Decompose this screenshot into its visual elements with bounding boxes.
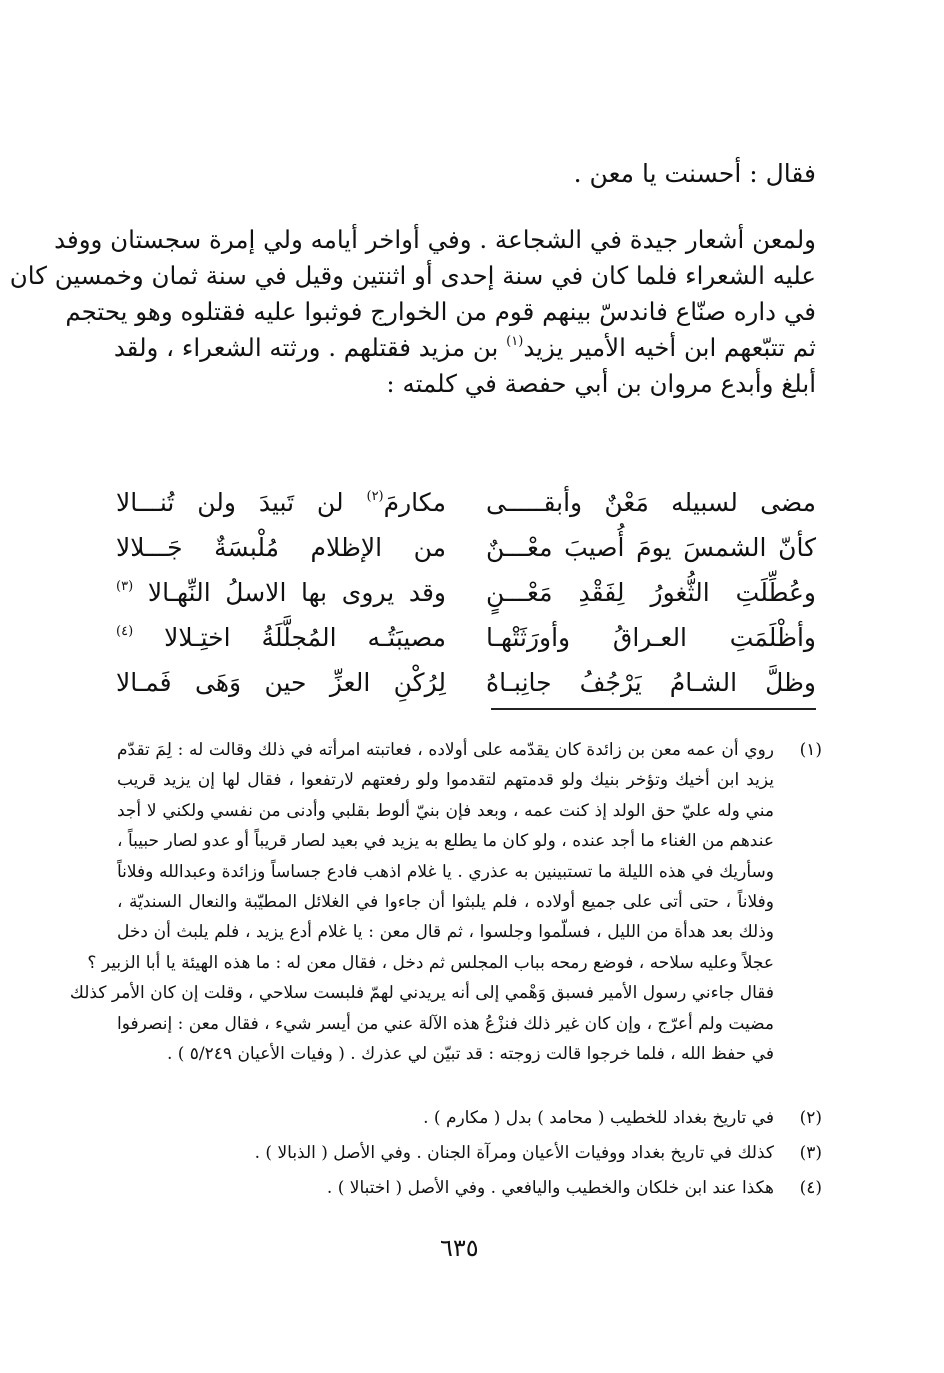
- hemistich-text: وقد يروى بها الاسلُ النِّهـالا: [147, 578, 447, 607]
- footnote-2: [117, 1103, 822, 1133]
- footnote-3: [117, 1138, 822, 1168]
- footnote-text: هكذا عند ابن خلكان والخطيب واليافعي . وفي الأصل ( اختبالا ) .: [326, 1178, 774, 1198]
- verse-first-hemistich: مضى لسبيله مَعْنٌ وأبقـــــى: [486, 488, 816, 517]
- poem-verse: [116, 528, 816, 573]
- footnote-4: [117, 1173, 822, 1203]
- paragraph-line: أبلغ وأبدع مروان بن أبي حفصة في كلمته :: [386, 369, 816, 398]
- footnote-text: كذلك في تاريخ بغداد ووفيات الأعيان ومرآة الجنان . وفي الأصل ( الذبالا ) .: [254, 1143, 774, 1163]
- footnote-line: وذلك بعد هدأة من الليل ، فسلّموا وجلسوا ، ثم قال معن : يا غلام أدع يزيد ، فلم يلبث أن دخل: [117, 922, 774, 943]
- paragraph-text: بن مزيد فقتلهم . ورثته الشعراء ، ولقد: [113, 333, 499, 362]
- verse-second-hemistich: [116, 573, 446, 618]
- footnote-line: وفلاناً ، حتى أتى على جميع أولاده ، فلم يلبثوا أن جاءوا في الغلائل المطيّبة والنعال السنديّة ،: [117, 891, 774, 912]
- main-paragraph: [9, 222, 816, 402]
- verse-first-hemistich: وعُطِّلَتِ الثُّغورُ لِفَقْدِ مَعْـــنٍ: [486, 578, 816, 607]
- footnote-line: عجلاً وعليه سلاحه ، فوضع رمحه بباب المجلس ثم دخل ، فقال معن له : ما هذه الهيئة يا أبا الزبير ؟: [87, 952, 774, 973]
- footnote-line: مضيت ولم أعرّج ، وإن كان غير ذلك فنزْعُ هذه الآلة عني من أيسر شيء ، فقال معن : إنصرفوا: [117, 1013, 774, 1034]
- hemistich-text: مصيبَتُـه المُجلَّلَةُ اختِـلالا: [164, 623, 446, 652]
- paragraph-line: [113, 330, 816, 366]
- footnote-line: وسأريك في هذه الليلة ما تستبينين به عذري . يا غلام اذهب فادع جساساً وزائدة وعبدالله وفلاناً: [117, 861, 774, 882]
- footnote-ref: (٢): [366, 489, 384, 504]
- hemistich-text: مكارمَ: [383, 488, 446, 517]
- footnote-number: (٤): [799, 1178, 822, 1198]
- poem-verse: [116, 663, 816, 708]
- paragraph-line: في داره صنّاع فاندسّ بينهم قوم من الخوارج فوثبوا عليه فقتلوه وهو يحتجم: [65, 297, 816, 326]
- paragraph-line: ولمعن أشعار جيدة في الشجاعة . وفي أواخر أيامه ولي إمرة سجستان ووفد: [54, 225, 816, 254]
- verse-second-hemistich: لِرُكْنِ العزِّ حين وَهَى فَمـالا: [116, 668, 446, 697]
- paragraph-text: ثم تتبّعهم ابن أخيه الأمير يزيد: [523, 333, 816, 362]
- footnote-number: (٣): [799, 1143, 822, 1163]
- verse-second-hemistich: من الإظلام مُلْبسَةٌ جَـــلالا: [116, 533, 446, 562]
- footnote-line: يزيد ابن أخيك وتؤخر بنيك ولو قدمتهم لتقدموا ولو رفعتهم لارتفعوا ، فقال لها إن يزيد قريب: [117, 770, 774, 791]
- page-number: ٦٣٥: [440, 1234, 479, 1262]
- poem: [116, 483, 816, 708]
- footnote-1: [69, 735, 822, 1069]
- paragraph-line: عليه الشعراء فلما كان في سنة إحدى أو اثنتين وقيل في سنة ثمان وخمسين كان: [9, 261, 816, 290]
- footnote-number: (٢): [799, 1108, 822, 1128]
- footnote-ref: (١): [506, 334, 524, 349]
- verse-first-hemistich: وظلَّ الشـامُ يَرْجُفُ جانِبـاهُ: [486, 668, 816, 697]
- footnote-number: (١): [799, 740, 822, 760]
- poem-verse: [116, 618, 816, 663]
- footnote-line: روي أن عمه معن بن زائدة كان يقدّمه على أولاده ، فعاتبته امرأته في ذلك وقالت له : لِمَ تقدّم: [117, 740, 774, 760]
- footnote-line: فقال جاءني رسول الأمير فسبق وَهْمي إلى أنه يريدني لهمّ فلبست سلاحي ، وقلت إن كان الأمر كذلك: [69, 983, 774, 1004]
- footnote-text: في تاريخ بغداد للخطيب ( محامد ) بدل ( مكارم ) .: [423, 1108, 774, 1128]
- intro-line: فقال : أحسنت يا معن .: [573, 159, 816, 188]
- verse-second-hemistich: [116, 618, 446, 663]
- footnote-line: عندهم من الغناء ما أجد عنده ، ولو كان ما يطلع به يزيد في بعيد لصار قريباً أو عدو لصار حبيباً ،: [117, 831, 774, 852]
- footnote-line: في حفظ الله ، فلما خرجوا قالت زوجته : قد تبيّن لي عذرك . ( وفيات الأعيان ٥/٢٤٩ ) .: [166, 1043, 774, 1064]
- footnote-ref: (٣): [116, 579, 134, 594]
- hemistich-text: لن تَبيدَ ولن تُنـــالا: [116, 488, 344, 517]
- poem-verse: [116, 573, 816, 618]
- verse-second-hemistich: [116, 483, 446, 528]
- footnote-ref: (٤): [116, 624, 134, 639]
- verse-first-hemistich: وأظْلَمَتِ العـراقُ وأورَثَتْهـا: [486, 623, 816, 652]
- poem-verse: [116, 483, 816, 528]
- footnote-line: مني وله عليّ حق الولد إذ كنت عمه ، وبعد فإن بنيّ ألوط بقلبي وأدنى من نفسي ولكني لا أجد: [117, 800, 774, 821]
- footnote-body: [69, 735, 774, 1069]
- verse-first-hemistich: كأنّ الشمسَ يومَ أُصيبَ معْـــنٌ: [486, 533, 816, 562]
- footnote-divider: [491, 708, 816, 710]
